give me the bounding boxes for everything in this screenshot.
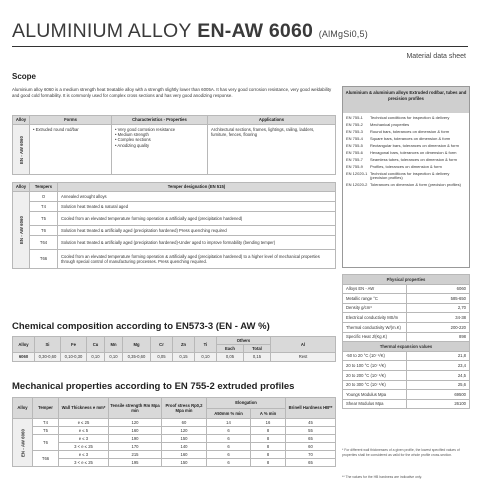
physical-table <box>342 274 470 409</box>
title-light: ALUMINIUM ALLOY <box>12 20 192 42</box>
phys-value: 898 <box>406 332 470 342</box>
chem-header-mg: Mg <box>123 337 151 353</box>
standard-item <box>343 116 469 121</box>
scope-header-alloy: Alloy <box>13 116 30 125</box>
mechanical-heading: Mechanical properties according to EN 755-2 extruded profiles <box>12 381 295 392</box>
mech-wall: e ≤ 25 <box>59 419 109 427</box>
thermal-key: 20 to 200 °C (10⁻⁶/K) <box>343 370 407 380</box>
mech-rp: 150 <box>162 435 207 443</box>
phys-value: 2,70 <box>406 303 470 313</box>
temper-description: Solution heat treated & artificially aged (precipitation hardened) Press quenching required <box>58 226 336 236</box>
phys-key: Density g/cm³ <box>343 303 407 313</box>
mech-a: 8 <box>251 435 286 443</box>
chem-header-si: Si <box>35 337 61 353</box>
mech-header-a: A % min <box>251 409 286 419</box>
chem-cell: 0,10 <box>195 353 217 362</box>
physical-title: Physical properties <box>343 275 470 285</box>
standard-text: Technical conditions for inspection & delivery <box>370 114 450 120</box>
tempers-alloy: EN - AW 6060 <box>13 192 30 269</box>
scope-heading: Scope <box>12 72 37 81</box>
mech-a50: 14 <box>207 419 251 427</box>
chem-cell: 0,35-0,60 <box>123 353 151 362</box>
chem-cell: 0,05 <box>151 353 173 362</box>
mech-wall: e ≤ 3 <box>59 451 109 459</box>
mech-wall: e ≤ 5 <box>59 427 109 435</box>
mech-rm: 160 <box>109 427 162 435</box>
page-title <box>12 20 368 43</box>
mech-hb: 70 <box>286 451 336 459</box>
scope-header-characteristics: Characteristics - Properties <box>112 116 208 125</box>
mech-a: 8 <box>251 459 286 467</box>
chem-header-zn: Zn <box>173 337 195 353</box>
standard-text: Round bars, tolerances on dimension & form <box>370 128 450 134</box>
phys-key: Alloys EN - AW <box>343 284 407 294</box>
mech-a: 8 <box>251 427 286 435</box>
thermal-value: 26100 <box>406 399 470 409</box>
scope-forms: • Extruded round rod/bar <box>30 125 112 175</box>
standard-item <box>343 183 469 188</box>
title-small: (AlMgSi0,5) <box>318 29 368 39</box>
mech-hb: 65 <box>286 435 336 443</box>
mech-hb: 55 <box>286 427 336 435</box>
chemical-table <box>12 336 336 362</box>
thermal-key: 20 to 300 °C (10⁻⁶/K) <box>343 380 407 390</box>
standard-text: Tolerances on dimension & form (precision profiles) <box>370 182 461 187</box>
mech-temper: T66 <box>33 451 59 467</box>
standard-text: Square bars, tolerances on dimension & form <box>370 135 451 141</box>
standard-code: EN 12020-2 <box>346 182 368 187</box>
standard-code: EN 755-4 <box>346 135 363 141</box>
scope-characteristics <box>112 125 208 175</box>
characteristic-item: • Anodizing quality <box>115 142 150 148</box>
temper-code: T66 <box>30 250 58 269</box>
phys-value: 585-650 <box>406 294 470 304</box>
chemical-heading: Chemical composition according to EN573-3 (EN - AW %) <box>12 321 270 332</box>
mech-rp: 150 <box>162 459 207 467</box>
subtitle: Material data sheet <box>406 53 466 60</box>
standard-text: Technical conditions for inspection & delivery (precision profiles) <box>370 170 450 180</box>
characteristic-item: • Very good corrosion resistance <box>115 127 176 132</box>
standard-code: EN 12020-1 <box>346 170 368 176</box>
standard-item <box>343 144 469 149</box>
temper-code: T64 <box>30 236 58 250</box>
standard-code: EN 755-7 <box>346 156 363 162</box>
standard-code: EN 755-6 <box>346 149 363 155</box>
standard-text: Rectangular bars, tolerances on dimension & form <box>370 142 459 148</box>
thermal-key: Shear Modulus Mpa <box>343 399 407 409</box>
standard-item <box>343 137 469 142</box>
chem-header-others: Others <box>217 337 271 345</box>
temper-description: Solution heat treated & artificially aged (precipitation hardened)-Under aged to improve formability (bending temper) <box>58 236 336 250</box>
mech-wall: 3 < e ≤ 25 <box>59 459 109 467</box>
mech-header-wall: Wall Thickness e mm* <box>59 398 109 419</box>
chem-cell: 0,10 <box>105 353 123 362</box>
footnote-2: ** The values for the HB hardness are indicative only. <box>342 475 422 479</box>
standard-item <box>343 172 469 181</box>
mech-header-a50: A50mm % min <box>207 409 251 419</box>
footnote-1: * For different wall thicknesses of a given profile, the lowest specified values of properties shall be considered as valid for the whole profile cross-section. <box>342 448 460 457</box>
mech-rm: 120 <box>109 419 162 427</box>
standard-text: Seamless tubes, tolerances on dimension & form <box>370 156 457 162</box>
chem-header-cr: Cr <box>151 337 173 353</box>
chem-header-ti: Ti <box>195 337 217 353</box>
scope-alloy: EN - AW 6060 <box>13 125 30 175</box>
thermal-value: 69500 <box>406 390 470 400</box>
scope-applications: Architectural sections, frames, lightings, railing, ladders, furniture, fences, flooring <box>208 125 336 175</box>
chem-header-mn: Mn <box>105 337 123 353</box>
temper-description: Solution heat treated & natural aged <box>58 202 336 212</box>
standards-panel <box>342 86 470 268</box>
mech-header-temper: Temper <box>33 398 59 419</box>
mech-rm: 215 <box>109 451 162 459</box>
title-bold: EN-AW 6060 <box>197 20 314 42</box>
mech-header-elongation: Elongation <box>207 398 286 409</box>
temper-code: T4 <box>30 202 58 212</box>
tempers-header-designation: Temper designation (EN 515) <box>58 183 336 192</box>
mech-alloy: EN - AW 6060 <box>13 419 33 467</box>
mech-temper: T5 <box>33 427 59 435</box>
thermal-key: 20 to 100 °C (10⁻⁶/K) <box>343 361 407 371</box>
chem-cell: 0,10 <box>87 353 105 362</box>
thermal-title: Thermal expansion values <box>343 342 470 352</box>
mech-a50: 6 <box>207 451 251 459</box>
thermal-value: 21,8 <box>406 351 470 361</box>
chem-cell: 0,05 <box>217 353 244 362</box>
mech-temper: T4 <box>33 419 59 427</box>
chem-header-total: Total <box>244 345 271 353</box>
chem-cell: 6060 <box>13 353 35 362</box>
standard-text: Mechanical properties <box>370 121 410 127</box>
standard-code: EN 755-9 <box>346 163 363 169</box>
scope-header-forms: Forms <box>30 116 112 125</box>
standard-code: EN 755-3 <box>346 128 363 134</box>
mech-temper: T6 <box>33 435 59 451</box>
thermal-key: -50 to 20 °C (10⁻⁶/K) <box>343 351 407 361</box>
temper-description: Cooled from an elevated temperature forming operation & artificially aged (precipitation hardened) to a higher level of mechanical properties through special control of manufacturing processes. Press quenching required. <box>58 250 336 269</box>
mech-a50: 6 <box>207 435 251 443</box>
mech-hb: 45 <box>286 419 336 427</box>
characteristic-item: • Complex sections <box>115 137 151 143</box>
standard-item <box>343 123 469 128</box>
mech-a50: 6 <box>207 427 251 435</box>
mech-header-hb: Brinell Hardness HB** <box>286 398 336 419</box>
scope-paragraph: Aluminium alloy 6060 is a medium strength heat treatable alloy with a strength slightly lower than 6005A. It has very good corrosion resistance, very good weldability and good cold formability. It is commonly used for complex cross sections and has very good anodizing response. <box>12 87 332 99</box>
standard-code: EN 755-2 <box>346 121 363 127</box>
thermal-value: 23,4 <box>406 361 470 371</box>
chem-header-cu: Cu <box>87 337 105 353</box>
thermal-value: 24,5 <box>406 370 470 380</box>
tempers-header-tempers: Tempers <box>30 183 58 192</box>
temper-code: T5 <box>30 212 58 226</box>
thermal-key: Youngs Modulus Mpa <box>343 390 407 400</box>
mech-rm: 195 <box>109 459 162 467</box>
mech-hb: 60 <box>286 443 336 451</box>
mech-a50: 6 <box>207 459 251 467</box>
mech-rp: 60 <box>162 419 207 427</box>
temper-code: T6 <box>30 226 58 236</box>
thermal-value: 25,6 <box>406 380 470 390</box>
mech-rm: 170 <box>109 443 162 451</box>
chem-header-each: Each <box>217 345 244 353</box>
temper-code: O <box>30 192 58 202</box>
mech-rp: 140 <box>162 443 207 451</box>
chem-cell: 0,10-0,30 <box>61 353 87 362</box>
chem-cell: 0,30-0,60 <box>35 353 61 362</box>
phys-key: Electrical conductivity MS/m <box>343 313 407 323</box>
tempers-header-alloy: Alloy <box>13 183 30 192</box>
mech-header-rm: Tensile strength Rm Mpa min <box>109 398 162 419</box>
chem-header-alloy: Alloy <box>13 337 35 353</box>
mech-a50: 6 <box>207 443 251 451</box>
standard-item <box>343 165 469 170</box>
chem-header-fe: Fe <box>61 337 87 353</box>
mech-rp: 120 <box>162 427 207 435</box>
chem-header-al: Al <box>271 337 336 353</box>
mech-wall: e ≤ 3 <box>59 435 109 443</box>
mech-a: 8 <box>251 451 286 459</box>
tempers-table <box>12 182 336 269</box>
standards-title: Aluminium & aluminium alloys Extruded rod/bar, tubes and precision profiles <box>343 87 469 113</box>
title-rule <box>12 46 468 47</box>
phys-key: Thermal conductivity W/(m.K) <box>343 322 407 332</box>
mech-a: 16 <box>251 419 286 427</box>
standard-text: Hexagonal bars, tolerances on dimension & form <box>370 149 457 155</box>
standard-code: EN 755-1 <box>346 114 363 120</box>
phys-key: Metallic range °C <box>343 294 407 304</box>
chem-cell: 0,15 <box>244 353 271 362</box>
phys-value: 6060 <box>406 284 470 294</box>
scope-table <box>12 115 336 175</box>
standard-item <box>343 151 469 156</box>
standard-item <box>343 158 469 163</box>
mech-a: 8 <box>251 443 286 451</box>
standard-item <box>343 130 469 135</box>
mech-header-rp: Proof stress Rp0,2 Mpa min <box>162 398 207 419</box>
mech-header-alloy: Alloy <box>13 398 33 419</box>
standard-code: EN 755-5 <box>346 142 363 148</box>
scope-header-applications: Applications <box>208 116 336 125</box>
phys-value: 200-220 <box>406 322 470 332</box>
standard-text: Profiles, tolerances on dimension & form <box>370 163 442 169</box>
mech-rp: 160 <box>162 451 207 459</box>
mech-rm: 190 <box>109 435 162 443</box>
temper-description: Annealed wrought alloys <box>58 192 336 202</box>
chem-cell: Rest <box>271 353 336 362</box>
mech-wall: 3 < e ≤ 25 <box>59 443 109 451</box>
temper-description: Cooled from an elevated temperature forming operation & artificially aged (precipitation hardened) <box>58 212 336 226</box>
phys-value: 34-38 <box>406 313 470 323</box>
mech-hb: 65 <box>286 459 336 467</box>
chem-cell: 0,15 <box>173 353 195 362</box>
mechanical-table <box>12 397 336 467</box>
characteristic-item: • Medium strength <box>115 132 149 138</box>
phys-key: Specific Heat J/(Kg.K) <box>343 332 407 342</box>
